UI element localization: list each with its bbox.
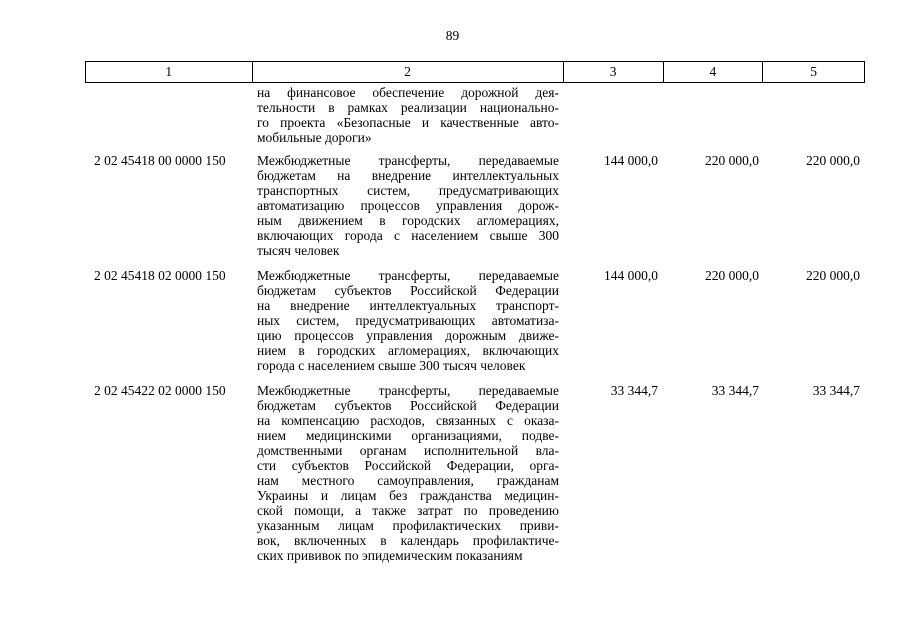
header-col-1: 1 [86, 62, 253, 82]
desc-line: на компенсацию расходов, связанных с оказа- [257, 413, 559, 428]
desc-line: указанным лицам профилактических приви- [257, 518, 559, 533]
value-col-3: 33 344,7 [610, 383, 658, 398]
desc-line: ской помощи, а также затрат по проведению [257, 503, 559, 518]
desc-line: транспортных систем, предусматривающих [257, 183, 559, 198]
value-col-5: 220 000,0 [806, 268, 860, 283]
desc-line: нием в городских агломерациях, включающих [257, 343, 559, 358]
header-col-2: 2 [253, 62, 564, 82]
desc-line: ным движением в городских агломерациях, [257, 213, 559, 228]
desc-line: мобильные дороги» [257, 130, 372, 145]
row-description [257, 268, 559, 373]
desc-line: города с населением свыше 300 тысяч человек [257, 358, 526, 373]
desc-line: Межбюджетные трансферты, передаваемые [257, 153, 559, 168]
budget-code: 2 02 45422 02 0000 150 [94, 383, 226, 398]
header-col-4: 4 [664, 62, 764, 82]
desc-line: тельности в рамках реализации национально- [257, 100, 559, 115]
desc-line: тысяч человек [257, 243, 340, 258]
budget-code: 2 02 45418 00 0000 150 [94, 153, 226, 168]
desc-line: нием медицинскими организациями, подве- [257, 428, 559, 443]
desc-line: бюджетам субъектов Российской Федерации [257, 283, 559, 298]
value-col-4: 220 000,0 [705, 153, 759, 168]
value-col-4: 220 000,0 [705, 268, 759, 283]
budget-code: 2 02 45418 02 0000 150 [94, 268, 226, 283]
value-col-5: 33 344,7 [812, 383, 860, 398]
desc-line: Межбюджетные трансферты, передаваемые [257, 268, 559, 283]
desc-line: автоматизацию процессов управления дорож- [257, 198, 559, 213]
desc-line: бюджетам субъектов Российской Федерации [257, 398, 559, 413]
value-col-5: 220 000,0 [806, 153, 860, 168]
header-col-3: 3 [564, 62, 664, 82]
table-header [85, 61, 865, 83]
desc-line: бюджетам на внедрение интеллектуальных [257, 168, 559, 183]
desc-line: нам местного самоуправления, гражданам [257, 473, 559, 488]
value-col-3: 144 000,0 [604, 153, 658, 168]
value-col-3: 144 000,0 [604, 268, 658, 283]
continuation-text [257, 85, 559, 145]
header-col-5: 5 [810, 64, 818, 79]
desc-line: вок, включенных в календарь профилактиче- [257, 533, 559, 548]
desc-line: го проекта «Безопасные и качественные авто- [257, 115, 559, 130]
page-number: 89 [445, 28, 460, 43]
desc-line: на внедрение интеллектуальных транспорт- [257, 298, 559, 313]
desc-line: на финансовое обеспечение дорожной дея- [257, 85, 559, 100]
desc-line: включающих города с населением свыше 300 [257, 228, 559, 243]
desc-line: Межбюджетные трансферты, передаваемые [257, 383, 559, 398]
desc-line: домственными органам исполнительной вла- [257, 443, 559, 458]
row-description [257, 383, 559, 563]
desc-line: цию процессов управления дорожным движе- [257, 328, 559, 343]
desc-line: ных систем, предусматривающих автоматиза- [257, 313, 559, 328]
desc-line: сти субъектов Российской Федерации, орга- [257, 458, 559, 473]
row-description [257, 153, 559, 258]
desc-line: ских прививок по эпидемическим показаниям [257, 548, 523, 563]
value-col-4: 33 344,7 [711, 383, 759, 398]
desc-line: Украины и лицам без гражданства медицин- [257, 488, 559, 503]
